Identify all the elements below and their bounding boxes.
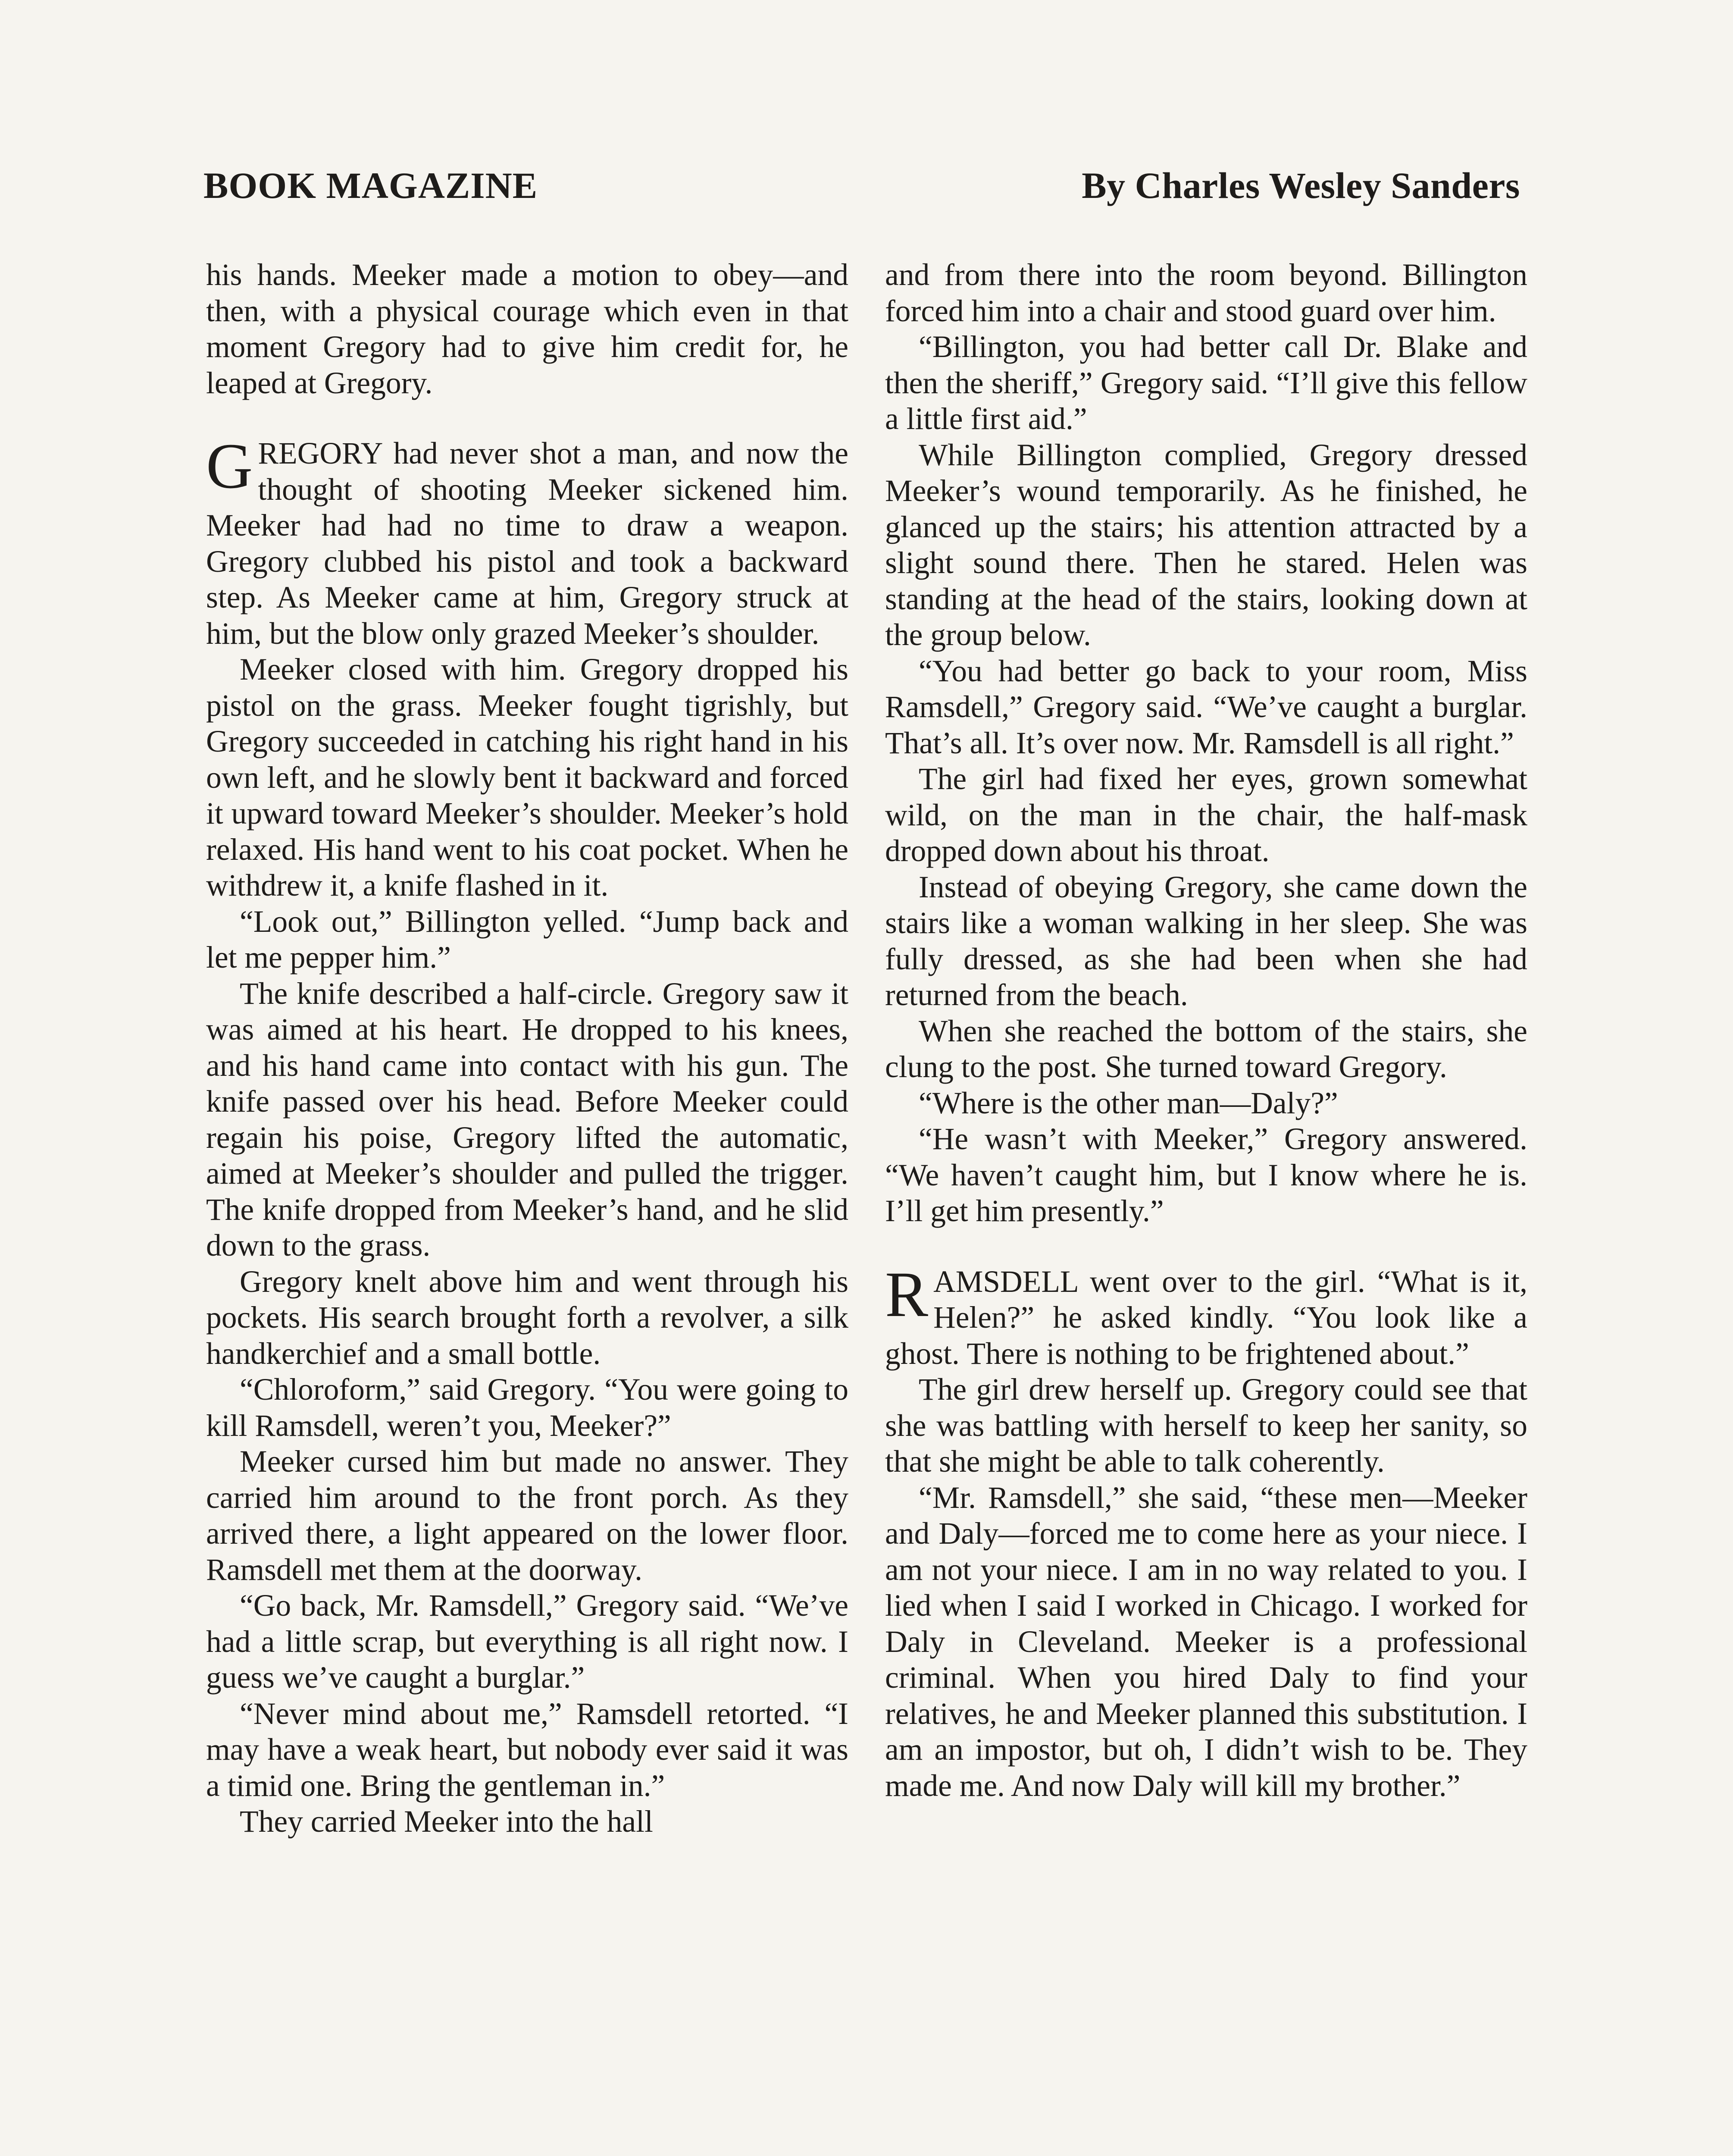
paragraph: “Look out,” Billington yelled. “Jump back and let me pepper him.” (206, 904, 848, 975)
paragraph: “Never mind about me,” Ramsdell retorted. “I may have a weak heart, but nobody ever said it was a timid one. Bring the gentleman in.” (206, 1696, 848, 1803)
right-text-column (885, 257, 1527, 2156)
paragraph: They carried Meeker into the hall (240, 1805, 653, 1839)
paragraph: While Billington complied, Gregory dressed Meeker’s wound temporarily. As he finished, he glanced up the stairs; his attention attracted by a slight sound there. Then he stared. Helen was standing at the head of the stairs, looking down at the group below. (885, 438, 1527, 652)
paragraph: “Chloroform,” said Gregory. “You were going to kill Ramsdell, weren’t you, Meeker?” (206, 1373, 848, 1443)
paragraph: The girl had fixed her eyes, grown somewhat wild, on the man in the chair, the half-mask dropped down about his throat. (885, 762, 1527, 868)
paragraph: The knife described a half-circle. Gregory saw it was aimed at his heart. He dropped to his knees, and his hand came into contact with his gun. The knife passed over his head. Before Meeker could regain his poise, Gregory lifted the automatic, aimed at Meeker’s shoulder and pulled the trigger. The knife dropped from Meeker’s hand, and he slid down to the grass. (206, 976, 848, 1263)
paragraph: “Billington, you had better call Dr. Blake and then the sheriff,” Gregory said. “I’ll give this fellow a little first aid.” (885, 330, 1527, 436)
paragraph: Meeker cursed him but made no answer. They carried him around to the front porch. As they arrived there, a light appeared on the lower floor. Ramsdell met them at the doorway. (206, 1445, 848, 1587)
paragraph: “Where is the other man—Daly?” (919, 1086, 1338, 1120)
paragraph-text: AMSDELL went over to the girl. “What is it, Helen?” he asked kindly. “You look like a ghost. There is nothing to be frightened about.” (885, 1264, 1527, 1371)
magazine-title: BOOK MAGAZINE (203, 165, 538, 206)
paragraph: The girl drew herself up. Gregory could see that she was battling with herself to keep her sanity, so that she might be able to talk coherently. (885, 1373, 1527, 1479)
left-text-column (206, 257, 848, 2156)
paragraph: “He wasn’t with Meeker,” Gregory answered. “We haven’t caught him, but I know where he is. I’ll get him presently.” (885, 1122, 1527, 1228)
author-byline: By Charles Wesley Sanders (1082, 165, 1520, 206)
drop-cap: G (206, 430, 253, 502)
paragraph: and from there into the room beyond. Billington forced him into a chair and stood guard over him. (885, 258, 1527, 328)
paragraph: Meeker closed with him. Gregory dropped his pistol on the grass. Meeker fought tigrishly, but Gregory succeeded in catching his right hand in his own left, and he slowly bent it backward and forced it upward toward Meeker’s shoulder. Meeker’s hold relaxed. His hand went to his coat pocket. When he withdrew it, a knife flashed in it. (206, 652, 848, 903)
paragraph-text: REGORY had never shot a man, and now the thought of shooting Meeker sickened him. Meeker had had no time to draw a weapon. Gregory clubbed his pistol and took a backward step. As Meeker came at him, Gregory struck at him, but the blow only grazed Meeker’s shoulder. (206, 436, 848, 651)
paragraph: Gregory knelt above him and went through his pockets. His search brought forth a revolver, a silk handkerchief and a small bottle. (206, 1264, 848, 1371)
paragraph: “Mr. Ramsdell,” she said, “these men—Meeker and Daly—forced me to come here as your niece. I am not your niece. I am in no way related to you. I lied when I said I worked in Chicago. I worked for Daly in Cleveland. Meeker is a professional criminal. When you hired Daly to find your relatives, he and Meeker planned this substitution. I am an impostor, but oh, I didn’t wish to be. They made me. And now Daly will kill my brother.” (885, 1480, 1527, 1803)
paragraph: his hands. Meeker made a motion to obey—and then, with a physical courage which even in that moment Gregory had to give him credit for, he leaped at Gregory. (206, 258, 848, 400)
paragraph-dropcap (206, 430, 848, 652)
paragraph: “Go back, Mr. Ramsdell,” Gregory said. “We’ve had a little scrap, but everything is all right now. I guess we’ve caught a burglar.” (206, 1589, 848, 1695)
paragraph: When she reached the bottom of the stairs, she clung to the post. She turned toward Gregory. (885, 1014, 1527, 1084)
running-header (203, 164, 1520, 216)
drop-cap: R (885, 1258, 929, 1330)
paragraph-dropcap (885, 1258, 1527, 1372)
paragraph: Instead of obeying Gregory, she came down the stairs like a woman walking in her sleep. She was fully dressed, as she had been when she had returned from the beach. (885, 870, 1527, 1012)
paragraph: “You had better go back to your room, Miss Ramsdell,” Gregory said. “We’ve caught a burglar. That’s all. It’s over now. Mr. Ramsdell is all right.” (885, 654, 1527, 760)
